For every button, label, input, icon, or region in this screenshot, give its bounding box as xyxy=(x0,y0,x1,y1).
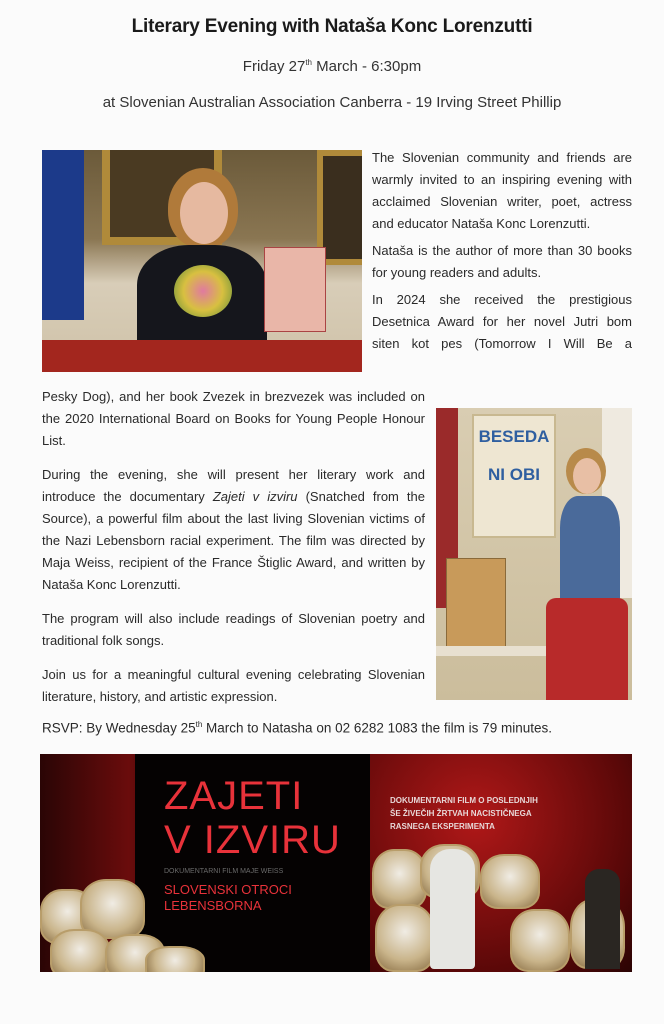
film-tagline xyxy=(390,794,538,833)
basket-image xyxy=(480,854,540,909)
book-cover xyxy=(264,247,326,332)
date-suffix: th xyxy=(305,58,312,67)
basket-image xyxy=(50,929,110,972)
basket-image xyxy=(372,849,427,909)
program-paragraph: The program will also include readings of Slovenian poetry and traditional folk songs. xyxy=(42,611,425,648)
intro-paragraph: The Slovenian community and friends are warmly invited to an inspiring evening with acclaimed Slovenian writer, poet, actress and educator Nataša Konc Lorenzutti. xyxy=(372,150,632,231)
award-paragraph-start: In 2024 she received the prestigious Desetnica Award for her novel Jutri bom siten kot pes (Tomorrow I Will Be a xyxy=(372,292,632,351)
rsvp-line xyxy=(42,720,552,736)
date-text: Friday 27 xyxy=(242,58,306,75)
tagline-line3: RASNEGA EKSPERIMENTA xyxy=(390,822,495,831)
red-table xyxy=(42,340,362,372)
eu-flag xyxy=(42,150,84,320)
speaker-face xyxy=(573,458,601,494)
film-title-banner xyxy=(164,774,341,862)
event-date xyxy=(0,58,664,75)
lectern-box xyxy=(446,558,506,648)
intro-column xyxy=(372,147,632,355)
wall-sign: BESEDA NI OBI xyxy=(472,414,556,538)
film-paragraph xyxy=(42,464,425,596)
speaker-body xyxy=(560,496,620,601)
desk xyxy=(436,646,546,656)
subtitle-line1: SLOVENSKI OTROCI xyxy=(164,882,292,897)
reading-photo xyxy=(436,408,632,700)
subtitle-line2: LEBENSBORNA xyxy=(164,898,262,913)
basket-image xyxy=(375,904,435,972)
tagline-line1: DOKUMENTARNI FILM O POSLEDNJIH xyxy=(390,796,538,805)
film-banner xyxy=(40,754,632,972)
author-face xyxy=(180,182,228,244)
closing-paragraph: Join us for a meaningful cultural evening celebrating Slovenian literature, history, and artistic expression. xyxy=(42,667,425,704)
film-subtitle xyxy=(164,882,292,914)
flower-bouquet xyxy=(174,265,232,317)
author-paragraph: Nataša is the author of more than 30 books for young readers and adults. xyxy=(372,243,632,280)
director-credit: DOKUMENTARNI FILM MAJE WEISS xyxy=(164,868,284,875)
basket-image xyxy=(145,946,205,972)
author-photo xyxy=(42,150,362,372)
event-venue: at Slovenian Australian Association Canberra - 19 Irving Street Phillip xyxy=(102,94,562,111)
film-title: Zajeti v izviru xyxy=(212,489,298,504)
film-text: During the evening, she will present her literary work and introduce the documentary xyxy=(42,467,425,504)
tagline-line2: ŠE ŽIVEČIH ŽRTVAH NACISTIČNEGA xyxy=(390,809,532,818)
film-text-rest: (Snatched from the Source), a powerful film about the last living Slovenian victims of the Nazi Lebensborn racial experiment. The film was directed by Maja Weiss, recipient of the France Štiglic Award, and written by Nataša Konc Lorenzutti. xyxy=(42,489,425,592)
award-paragraph-end: Pesky Dog), and her book Zvezek in brezvezek was included on the 2020 International Board on Books for Young People Honour List. xyxy=(42,389,425,448)
date-time: March - 6:30pm xyxy=(311,58,422,75)
film-title-line1: ZAJETI xyxy=(164,774,304,818)
speaker-skirt xyxy=(546,598,628,700)
film-title-line2: V IZVIRU xyxy=(164,818,341,862)
rsvp-suffix: th xyxy=(195,720,203,729)
rsvp-text: RSVP: By Wednesday 25 xyxy=(42,720,196,736)
main-column xyxy=(42,386,425,713)
basket-image xyxy=(510,909,570,972)
page-title: Literary Evening with Nataša Konc Lorenzutti xyxy=(131,16,533,37)
officer-figure xyxy=(585,869,620,969)
rsvp-details: March to Natasha on 02 6282 1083 the film is 79 minutes. xyxy=(202,720,552,736)
nurse-figure xyxy=(430,849,475,969)
